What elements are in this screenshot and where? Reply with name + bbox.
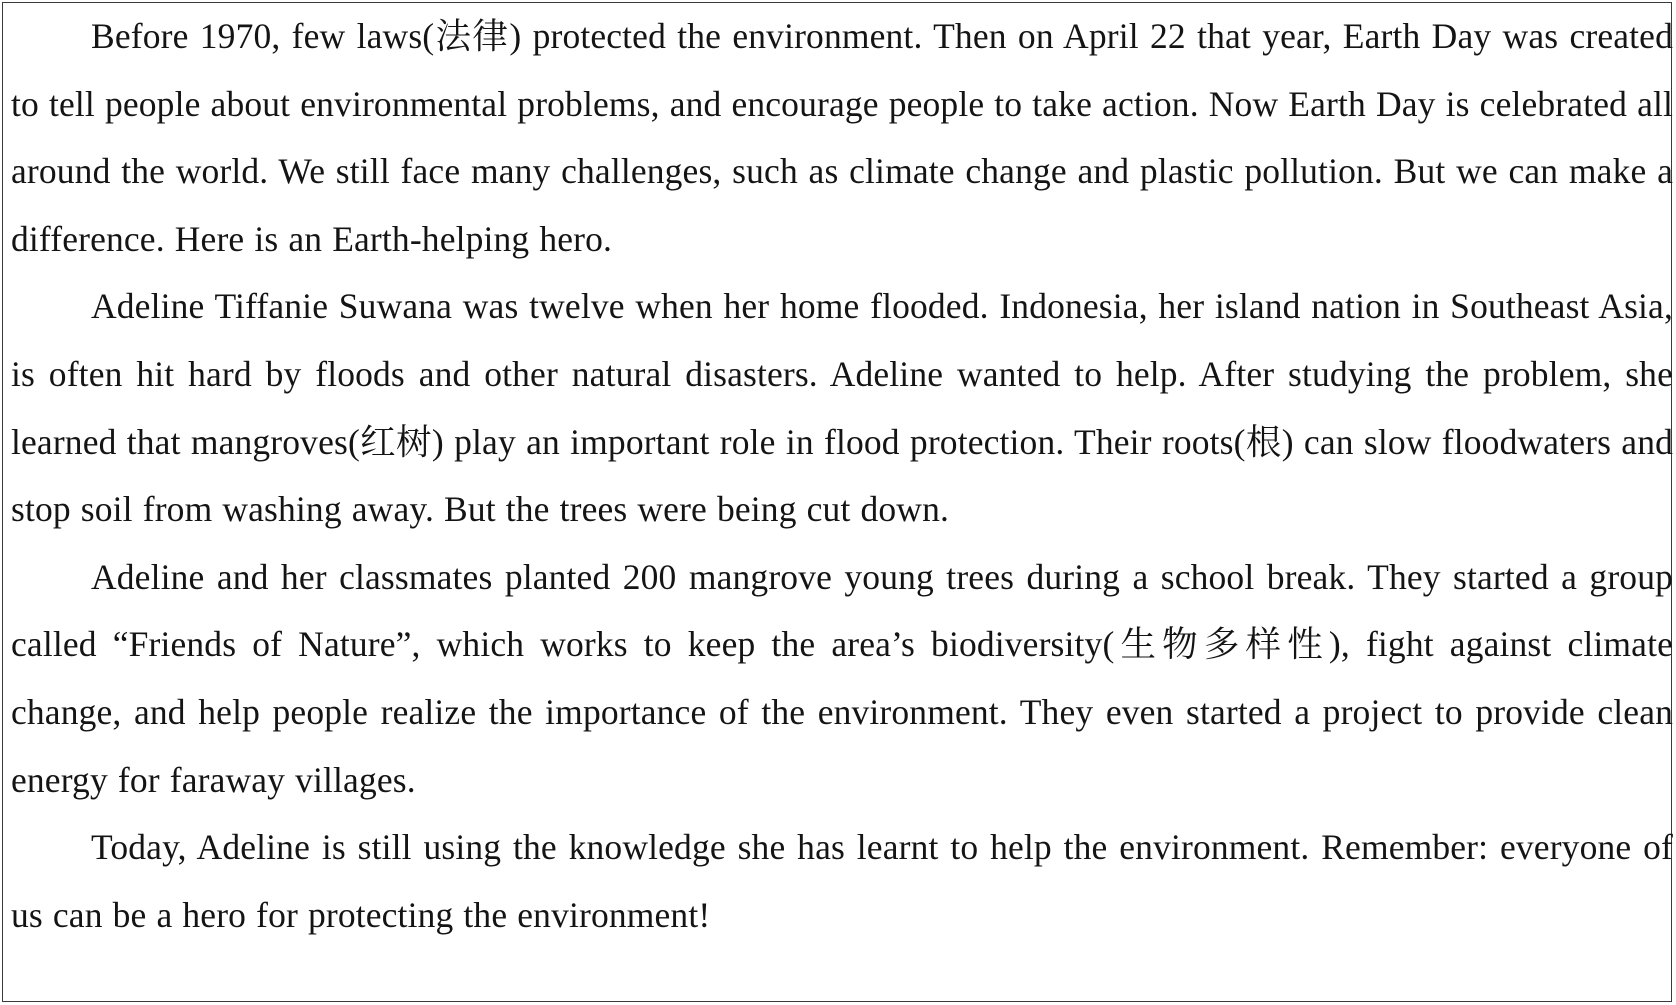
passage-frame (2, 2, 1672, 1002)
paragraph-conclusion: Today, Adeline is still using the knowledge she has learnt to help the environment. Remember: everyone of us can be a hero for protecting the environment! (11, 827, 1673, 935)
passage-text (11, 3, 1673, 949)
paragraph-adeline-mangroves: Adeline Tiffanie Suwana was twelve when her home flooded. Indonesia, her island nation in Southeast Asia, is often hit hard by floods and other natural disasters. Adeline wanted to help. After studying the problem, she learned that mangroves(红树) play an important role in flood protection. Their roots(根) can slow floodwaters and stop soil from washing away. But the trees were being cut down. (11, 286, 1673, 530)
paragraph-earth-day-history: Before 1970, few laws(法律) protected the environment. Then on April 22 that year, Earth Day was created to tell people about environmental problems, and encourage people to take action. Now Earth Day is celebrated all around the world. We still face many challenges, such as climate change and plastic pollution. But we can make a difference. Here is an Earth-helping hero. (11, 16, 1673, 259)
paragraph-friends-of-nature: Adeline and her classmates planted 200 mangrove young trees during a school break. They started a group called “Friends of Nature”, which works to keep the area’s biodiversity(生物多样性), fight against climate change, and help people realize the importance of the environment. They even started a project to provide clean energy for faraway villages. (11, 556, 1673, 800)
